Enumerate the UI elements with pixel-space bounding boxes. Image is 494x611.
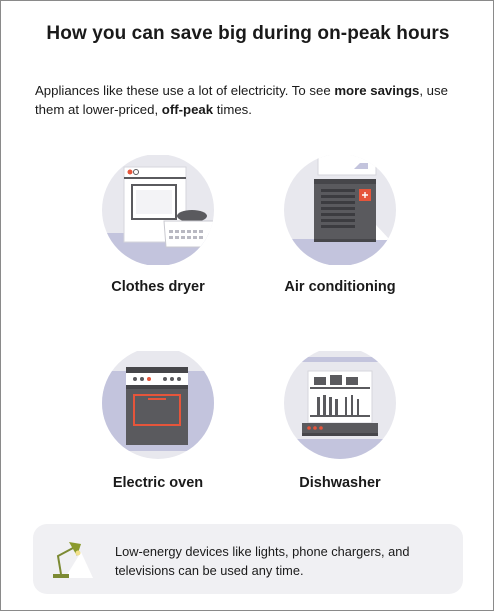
desk-lamp-icon	[47, 538, 103, 580]
intro-paragraph: Appliances like these use a lot of electricity. To see more savings, use them at lower-priced, off-peak times.	[35, 83, 448, 117]
appliance-label: Electric oven	[112, 475, 204, 491]
more-savings-emphasis: more savings	[334, 83, 420, 98]
clothes-dryer-icon	[68, 155, 248, 265]
low-energy-tip-box	[33, 524, 463, 594]
appliance-label: Clothes dryer	[111, 279, 205, 295]
off-peak-emphasis: off-peak	[161, 102, 214, 117]
page-title: How you can save big during on-peak hours	[46, 23, 450, 44]
appliance-label: Dishwasher	[299, 475, 381, 491]
electric-oven-icon	[68, 351, 248, 461]
air-conditioner-icon	[250, 155, 430, 265]
dishwasher-icon	[250, 351, 430, 461]
tip-text: Low-energy devices like lights, phone chargers, and televisions can be used any time.	[115, 544, 410, 578]
appliance-label: Air conditioning	[284, 279, 396, 295]
